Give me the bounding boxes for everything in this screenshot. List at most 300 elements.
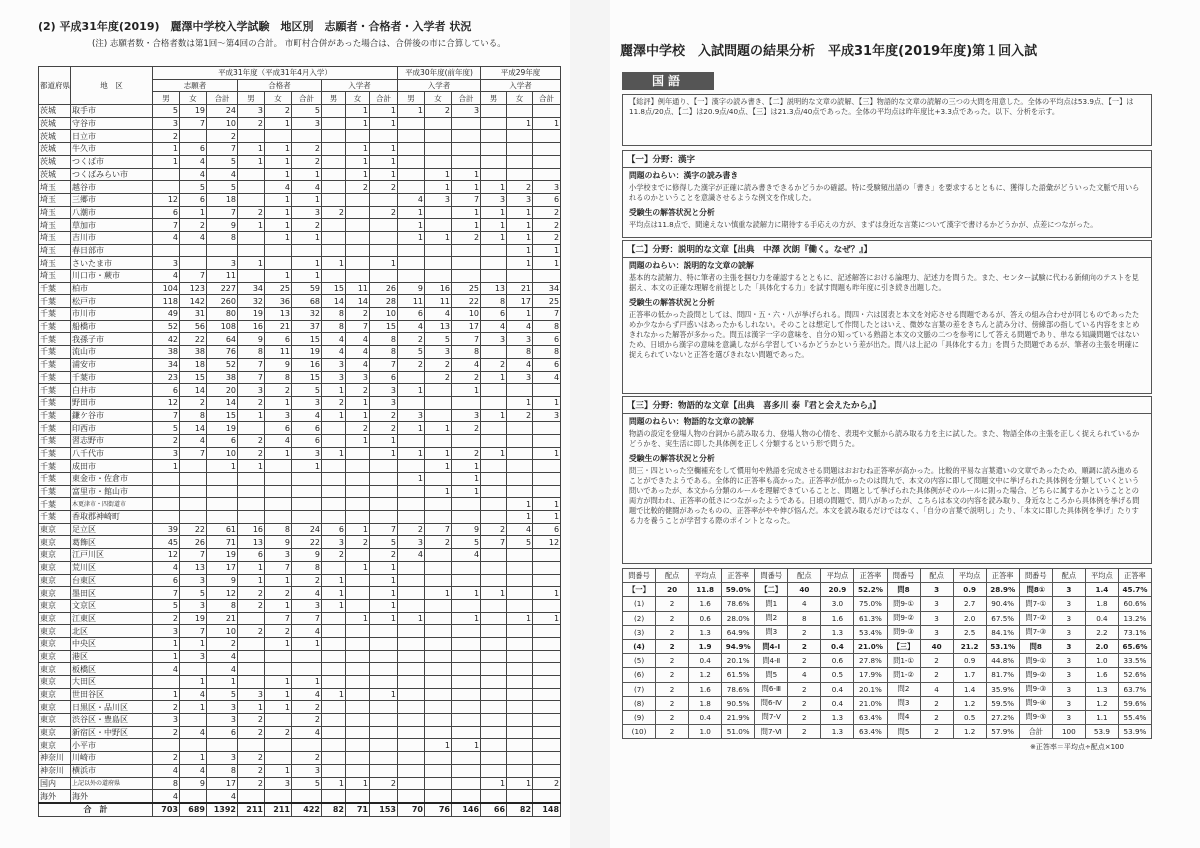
analysis-cell: 【二】 bbox=[755, 583, 788, 597]
analysis-row bbox=[623, 583, 1152, 597]
value-cell: 118 bbox=[153, 295, 180, 308]
value-cell: 3 bbox=[533, 181, 561, 194]
value-cell bbox=[370, 460, 398, 473]
pref-cell: 埼玉 bbox=[39, 206, 71, 219]
table-row bbox=[39, 676, 561, 689]
value-cell: 16 bbox=[238, 320, 265, 333]
hdr-applicants: 志願者 bbox=[153, 79, 238, 92]
area-cell: 守谷市 bbox=[71, 117, 153, 130]
pref-cell: 千葉 bbox=[39, 473, 71, 486]
value-cell bbox=[370, 130, 398, 143]
value-cell: 4 bbox=[346, 358, 370, 371]
value-cell: 4 bbox=[153, 663, 180, 676]
value-cell: 4 bbox=[481, 320, 507, 333]
value-cell bbox=[398, 663, 425, 676]
value-cell bbox=[481, 130, 507, 143]
analysis-row bbox=[623, 597, 1152, 611]
value-cell bbox=[481, 612, 507, 625]
total-value: 422 bbox=[292, 803, 322, 816]
section-3-result: 問三・四といった空欄補充をして慣用句や熟語を完成させる問題はおおむね正答率が高かった。比較的平易な言葉遣いの文章であったため、順調に読み進めることができたようである。全体的に正答率も高かった。正答率が低かったのは問九で、本文の内容に即して問題文中に挙げられた具体例を分類していくという問いであったが、本文から分類のルールを理解できていることと、問題として挙げられた具体例がそのルールに則った場合、どちらに属するかということとの両方が問われ、正答率の低さにつながったようである。日頃の問題で、問八があったが、こちらは本文の内容を読み取り、身近なところから具体例を挙げる問題で比較的健闘があったものの、正答率がやや伸び悩んだ。本文を読み取るだけではなく、「自分の言葉で説明し」たり、「本文に即した具体例を挙げ」たりする力を養うことが学習する際のポイントとなった。 bbox=[629, 466, 1140, 525]
value-cell: 80 bbox=[207, 308, 238, 321]
value-cell: 6 bbox=[153, 384, 180, 397]
value-cell: 2 bbox=[153, 752, 180, 765]
table-row bbox=[39, 193, 561, 206]
area-cell: 荒川区 bbox=[71, 561, 153, 574]
value-cell: 4 bbox=[292, 181, 322, 194]
value-cell: 38 bbox=[153, 346, 180, 359]
left-page bbox=[0, 0, 570, 848]
value-cell: 1 bbox=[507, 244, 533, 257]
value-cell bbox=[265, 739, 292, 752]
analysis-cell: 問5 bbox=[755, 668, 788, 682]
value-cell bbox=[322, 168, 346, 181]
value-cell bbox=[533, 434, 561, 447]
value-cell: 123 bbox=[180, 282, 207, 295]
value-cell: 1 bbox=[153, 637, 180, 650]
value-cell: 4 bbox=[180, 231, 207, 244]
value-cell: 7 bbox=[238, 371, 265, 384]
value-cell bbox=[481, 739, 507, 752]
analysis-cell: 40 bbox=[920, 639, 953, 653]
value-cell bbox=[370, 739, 398, 752]
value-cell: 4 bbox=[292, 688, 322, 701]
analysis-cell: (1) bbox=[623, 597, 656, 611]
area-cell: 北区 bbox=[71, 625, 153, 638]
analysis-cell: 78.6% bbox=[722, 682, 755, 696]
value-cell bbox=[322, 485, 346, 498]
value-cell bbox=[481, 676, 507, 689]
table-row bbox=[39, 790, 561, 803]
value-cell: 1 bbox=[507, 117, 533, 130]
analysis-cell: 0.9 bbox=[953, 583, 986, 597]
value-cell bbox=[425, 676, 452, 689]
value-cell bbox=[238, 650, 265, 663]
pref-cell: 埼玉 bbox=[39, 219, 71, 232]
analysis-cell: (2) bbox=[623, 611, 656, 625]
total-value: 71 bbox=[346, 803, 370, 816]
hdr-passers: 合格者 bbox=[238, 79, 322, 92]
value-cell bbox=[452, 701, 481, 714]
analysis-cell: 73.1% bbox=[1118, 625, 1151, 639]
value-cell: 22 bbox=[180, 523, 207, 536]
value-cell: 2 bbox=[346, 422, 370, 435]
analysis-cell: 40 bbox=[788, 583, 821, 597]
analysis-cell: 2 bbox=[788, 710, 821, 724]
analysis-cell: 75.0% bbox=[854, 597, 887, 611]
area-cell: 八千代市 bbox=[71, 447, 153, 460]
value-cell: 1 bbox=[507, 206, 533, 219]
value-cell bbox=[265, 752, 292, 765]
pref-cell: 東京 bbox=[39, 536, 71, 549]
analysis-cell: (10) bbox=[623, 725, 656, 739]
analysis-cell: 3 bbox=[1052, 696, 1085, 710]
analysis-cell: 55.4% bbox=[1118, 710, 1151, 724]
pref-cell: 千葉 bbox=[39, 295, 71, 308]
analysis-cell: 53.9 bbox=[1085, 725, 1118, 739]
value-cell: 71 bbox=[207, 536, 238, 549]
value-cell bbox=[452, 574, 481, 587]
total-value: 703 bbox=[153, 803, 180, 816]
value-cell: 17 bbox=[452, 320, 481, 333]
value-cell bbox=[533, 764, 561, 777]
value-cell: 3 bbox=[370, 384, 398, 397]
value-cell bbox=[533, 549, 561, 562]
analysis-cell: 63.4% bbox=[854, 725, 887, 739]
value-cell: 11 bbox=[425, 295, 452, 308]
left-title: (2) 平成31年度(2019) 麗澤中学校入学試験 地区別 志願者・合格者・入学者 状況 bbox=[38, 20, 472, 33]
value-cell bbox=[481, 574, 507, 587]
analysis-cell: 3 bbox=[1052, 597, 1085, 611]
value-cell: 15 bbox=[370, 320, 398, 333]
value-cell: 3 bbox=[292, 599, 322, 612]
area-cell: 川崎市 bbox=[71, 752, 153, 765]
value-cell: 7 bbox=[452, 333, 481, 346]
value-cell bbox=[370, 650, 398, 663]
value-cell: 28 bbox=[370, 295, 398, 308]
pref-cell: 埼玉 bbox=[39, 257, 71, 270]
value-cell: 1 bbox=[507, 257, 533, 270]
value-cell bbox=[481, 473, 507, 486]
value-cell bbox=[398, 130, 425, 143]
value-cell: 9 bbox=[265, 358, 292, 371]
value-cell: 1 bbox=[322, 688, 346, 701]
value-cell bbox=[507, 726, 533, 739]
value-cell: 1 bbox=[265, 701, 292, 714]
value-cell: 1 bbox=[370, 574, 398, 587]
value-cell: 227 bbox=[207, 282, 238, 295]
value-cell: 4 bbox=[346, 346, 370, 359]
value-cell: 22 bbox=[180, 333, 207, 346]
value-cell: 6 bbox=[207, 434, 238, 447]
value-cell bbox=[533, 460, 561, 473]
value-cell bbox=[346, 752, 370, 765]
total-value: 153 bbox=[370, 803, 398, 816]
value-cell: 56 bbox=[180, 320, 207, 333]
analysis-cell: 1.1 bbox=[1085, 710, 1118, 724]
value-cell bbox=[481, 561, 507, 574]
value-cell: 25 bbox=[452, 282, 481, 295]
value-cell: 12 bbox=[153, 396, 180, 409]
value-cell bbox=[507, 599, 533, 612]
analysis-cell: 45.7% bbox=[1118, 583, 1151, 597]
value-cell: 1 bbox=[452, 485, 481, 498]
value-cell: 4 bbox=[180, 434, 207, 447]
value-cell: 25 bbox=[265, 282, 292, 295]
value-cell: 1 bbox=[238, 219, 265, 232]
area-cell: 春日部市 bbox=[71, 244, 153, 257]
value-cell: 2 bbox=[238, 396, 265, 409]
value-cell bbox=[398, 790, 425, 803]
value-cell bbox=[533, 270, 561, 283]
hdr-male: 男 bbox=[322, 92, 346, 105]
value-cell bbox=[346, 244, 370, 257]
value-cell: 14 bbox=[180, 422, 207, 435]
analysis-cell: 2 bbox=[920, 696, 953, 710]
analysis-cell: 1.6 bbox=[821, 611, 854, 625]
value-cell bbox=[265, 511, 292, 524]
value-cell bbox=[180, 790, 207, 803]
value-cell: 32 bbox=[292, 308, 322, 321]
value-cell bbox=[346, 739, 370, 752]
value-cell: 1 bbox=[370, 257, 398, 270]
value-cell: 7 bbox=[370, 523, 398, 536]
analysis-cell: 20.1% bbox=[722, 654, 755, 668]
value-cell: 2 bbox=[238, 764, 265, 777]
value-cell bbox=[370, 637, 398, 650]
value-cell bbox=[481, 498, 507, 511]
value-cell bbox=[322, 637, 346, 650]
value-cell bbox=[292, 650, 322, 663]
value-cell: 1 bbox=[533, 396, 561, 409]
area-cell: 野田市 bbox=[71, 396, 153, 409]
value-cell bbox=[238, 637, 265, 650]
hdr-female: 女 bbox=[180, 92, 207, 105]
analysis-cell: 問1-② bbox=[887, 668, 920, 682]
value-cell: 1 bbox=[452, 612, 481, 625]
table-row bbox=[39, 498, 561, 511]
value-cell: 17 bbox=[207, 561, 238, 574]
value-cell: 4 bbox=[398, 549, 425, 562]
value-cell: 6 bbox=[207, 726, 238, 739]
value-cell: 1 bbox=[370, 688, 398, 701]
value-cell: 9 bbox=[180, 777, 207, 790]
value-cell bbox=[370, 244, 398, 257]
value-cell: 8 bbox=[507, 346, 533, 359]
value-cell: 1 bbox=[425, 460, 452, 473]
pref-cell: 千葉 bbox=[39, 447, 71, 460]
value-cell bbox=[322, 612, 346, 625]
value-cell: 6 bbox=[481, 308, 507, 321]
analysis-cell: 【一】 bbox=[623, 583, 656, 597]
value-cell: 1 bbox=[238, 460, 265, 473]
value-cell bbox=[425, 396, 452, 409]
value-cell: 1 bbox=[346, 396, 370, 409]
value-cell bbox=[346, 511, 370, 524]
area-cell: 江戸川区 bbox=[71, 549, 153, 562]
value-cell: 1 bbox=[265, 168, 292, 181]
area-cell: 台東区 bbox=[71, 574, 153, 587]
value-cell: 1 bbox=[322, 447, 346, 460]
value-cell: 7 bbox=[207, 143, 238, 156]
value-cell bbox=[398, 511, 425, 524]
table-row bbox=[39, 117, 561, 130]
section-2-aim-head: 問題のねらい：説明的な文章の読解 bbox=[629, 261, 754, 270]
analysis-row bbox=[623, 654, 1152, 668]
section-1-head: 【一】分野：漢字 bbox=[623, 151, 1151, 168]
value-cell bbox=[452, 270, 481, 283]
value-cell bbox=[481, 752, 507, 765]
value-cell: 3 bbox=[292, 447, 322, 460]
value-cell: 2 bbox=[238, 625, 265, 638]
pref-cell: 東京 bbox=[39, 637, 71, 650]
area-cell: さいたま市 bbox=[71, 257, 153, 270]
value-cell: 1 bbox=[452, 181, 481, 194]
pref-cell: 東京 bbox=[39, 587, 71, 600]
analysis-cell: 28.0% bbox=[722, 611, 755, 625]
value-cell bbox=[398, 574, 425, 587]
pref-cell: 海外 bbox=[39, 790, 71, 803]
section-3-result-head: 受験生の解答状況と分析 bbox=[629, 454, 715, 463]
value-cell: 1 bbox=[265, 688, 292, 701]
value-cell: 1 bbox=[425, 181, 452, 194]
analysis-cell: 2 bbox=[920, 725, 953, 739]
value-cell bbox=[425, 790, 452, 803]
analysis-cell: 2.0 bbox=[1085, 639, 1118, 653]
value-cell: 8 bbox=[265, 371, 292, 384]
value-cell: 1 bbox=[398, 231, 425, 244]
value-cell bbox=[533, 650, 561, 663]
analysis-cell: 3 bbox=[1052, 682, 1085, 696]
value-cell: 3 bbox=[292, 396, 322, 409]
area-cell: 市川市 bbox=[71, 308, 153, 321]
analysis-cell: 11.8 bbox=[689, 583, 722, 597]
area-cell: 足立区 bbox=[71, 523, 153, 536]
value-cell bbox=[507, 625, 533, 638]
analysis-cell: 1.7 bbox=[953, 668, 986, 682]
value-cell bbox=[398, 676, 425, 689]
value-cell: 1 bbox=[346, 523, 370, 536]
value-cell: 4 bbox=[180, 168, 207, 181]
value-cell: 7 bbox=[180, 549, 207, 562]
value-cell: 3 bbox=[292, 117, 322, 130]
value-cell bbox=[507, 168, 533, 181]
value-cell: 4 bbox=[265, 434, 292, 447]
value-cell: 3 bbox=[207, 752, 238, 765]
value-cell: 7 bbox=[370, 358, 398, 371]
pref-cell: 埼玉 bbox=[39, 181, 71, 194]
value-cell bbox=[425, 752, 452, 765]
hdr-female: 女 bbox=[265, 92, 292, 105]
value-cell bbox=[452, 637, 481, 650]
value-cell: 4 bbox=[265, 181, 292, 194]
value-cell: 4 bbox=[207, 650, 238, 663]
value-cell bbox=[425, 219, 452, 232]
value-cell bbox=[322, 473, 346, 486]
analysis-cell: 20.1% bbox=[854, 682, 887, 696]
value-cell: 1 bbox=[398, 384, 425, 397]
value-cell: 1 bbox=[452, 587, 481, 600]
value-cell: 1 bbox=[346, 168, 370, 181]
area-cell: 葛飾区 bbox=[71, 536, 153, 549]
value-cell: 1 bbox=[238, 257, 265, 270]
value-cell: 3 bbox=[398, 536, 425, 549]
value-cell: 1 bbox=[346, 143, 370, 156]
value-cell: 2 bbox=[207, 637, 238, 650]
analysis-cell: 94.9% bbox=[722, 639, 755, 653]
value-cell: 7 bbox=[452, 193, 481, 206]
value-cell bbox=[452, 764, 481, 777]
hdr-enrolled-prev2: 入学者 bbox=[481, 79, 561, 92]
value-cell: 5 bbox=[398, 346, 425, 359]
analysis-cell: 2.5 bbox=[953, 625, 986, 639]
value-cell: 3 bbox=[265, 549, 292, 562]
analysis-cell: 問7-③ bbox=[1019, 625, 1052, 639]
area-cell: 草加市 bbox=[71, 219, 153, 232]
value-cell bbox=[292, 663, 322, 676]
table-row bbox=[39, 206, 561, 219]
value-cell bbox=[507, 155, 533, 168]
analysis-cell: 問4 bbox=[887, 710, 920, 724]
value-cell: 2 bbox=[265, 726, 292, 739]
value-cell: 2 bbox=[292, 219, 322, 232]
table-row bbox=[39, 701, 561, 714]
value-cell: 12 bbox=[153, 193, 180, 206]
value-cell bbox=[481, 434, 507, 447]
value-cell bbox=[398, 714, 425, 727]
analysis-cell: 問1-① bbox=[887, 654, 920, 668]
value-cell: 11 bbox=[346, 282, 370, 295]
value-cell: 16 bbox=[238, 523, 265, 536]
value-cell: 1 bbox=[425, 485, 452, 498]
value-cell: 14 bbox=[207, 396, 238, 409]
table-row bbox=[39, 434, 561, 447]
value-cell: 24 bbox=[292, 523, 322, 536]
value-cell bbox=[452, 625, 481, 638]
value-cell: 1 bbox=[452, 219, 481, 232]
value-cell: 9 bbox=[207, 574, 238, 587]
value-cell: 1 bbox=[452, 168, 481, 181]
value-cell bbox=[322, 663, 346, 676]
value-cell: 1 bbox=[507, 396, 533, 409]
value-cell: 1 bbox=[322, 257, 346, 270]
value-cell: 5 bbox=[180, 181, 207, 194]
value-cell bbox=[507, 764, 533, 777]
analysis-col-header: 問番号 bbox=[1019, 569, 1052, 583]
value-cell bbox=[370, 726, 398, 739]
value-cell bbox=[322, 231, 346, 244]
value-cell: 5 bbox=[153, 599, 180, 612]
value-cell bbox=[452, 257, 481, 270]
value-cell: 17 bbox=[507, 295, 533, 308]
value-cell bbox=[153, 485, 180, 498]
value-cell bbox=[533, 574, 561, 587]
value-cell: 2 bbox=[398, 333, 425, 346]
pref-cell: 東京 bbox=[39, 676, 71, 689]
value-cell bbox=[322, 701, 346, 714]
value-cell: 7 bbox=[207, 206, 238, 219]
value-cell: 8 bbox=[452, 346, 481, 359]
area-cell: つくばみらい市 bbox=[71, 168, 153, 181]
value-cell bbox=[346, 130, 370, 143]
analysis-cell: (7) bbox=[623, 682, 656, 696]
value-cell: 42 bbox=[153, 333, 180, 346]
value-cell bbox=[425, 117, 452, 130]
value-cell bbox=[452, 752, 481, 765]
value-cell bbox=[481, 726, 507, 739]
value-cell: 16 bbox=[425, 282, 452, 295]
value-cell bbox=[238, 193, 265, 206]
value-cell: 1 bbox=[265, 270, 292, 283]
table-row bbox=[39, 320, 561, 333]
value-cell: 2 bbox=[452, 371, 481, 384]
page-gutter bbox=[570, 0, 610, 848]
value-cell: 34 bbox=[533, 282, 561, 295]
value-cell bbox=[370, 676, 398, 689]
value-cell bbox=[533, 637, 561, 650]
value-cell bbox=[322, 460, 346, 473]
value-cell: 4 bbox=[153, 764, 180, 777]
analysis-cell: (4) bbox=[623, 639, 656, 653]
value-cell: 21 bbox=[207, 612, 238, 625]
table-row bbox=[39, 358, 561, 371]
value-cell: 13 bbox=[180, 561, 207, 574]
value-cell: 1 bbox=[533, 257, 561, 270]
value-cell: 7 bbox=[153, 587, 180, 600]
analysis-cell: 2.7 bbox=[953, 597, 986, 611]
area-cell: 海外 bbox=[71, 790, 153, 803]
value-cell: 6 bbox=[322, 523, 346, 536]
section-1-result-head: 受験生の解答状況と分析 bbox=[629, 208, 715, 217]
